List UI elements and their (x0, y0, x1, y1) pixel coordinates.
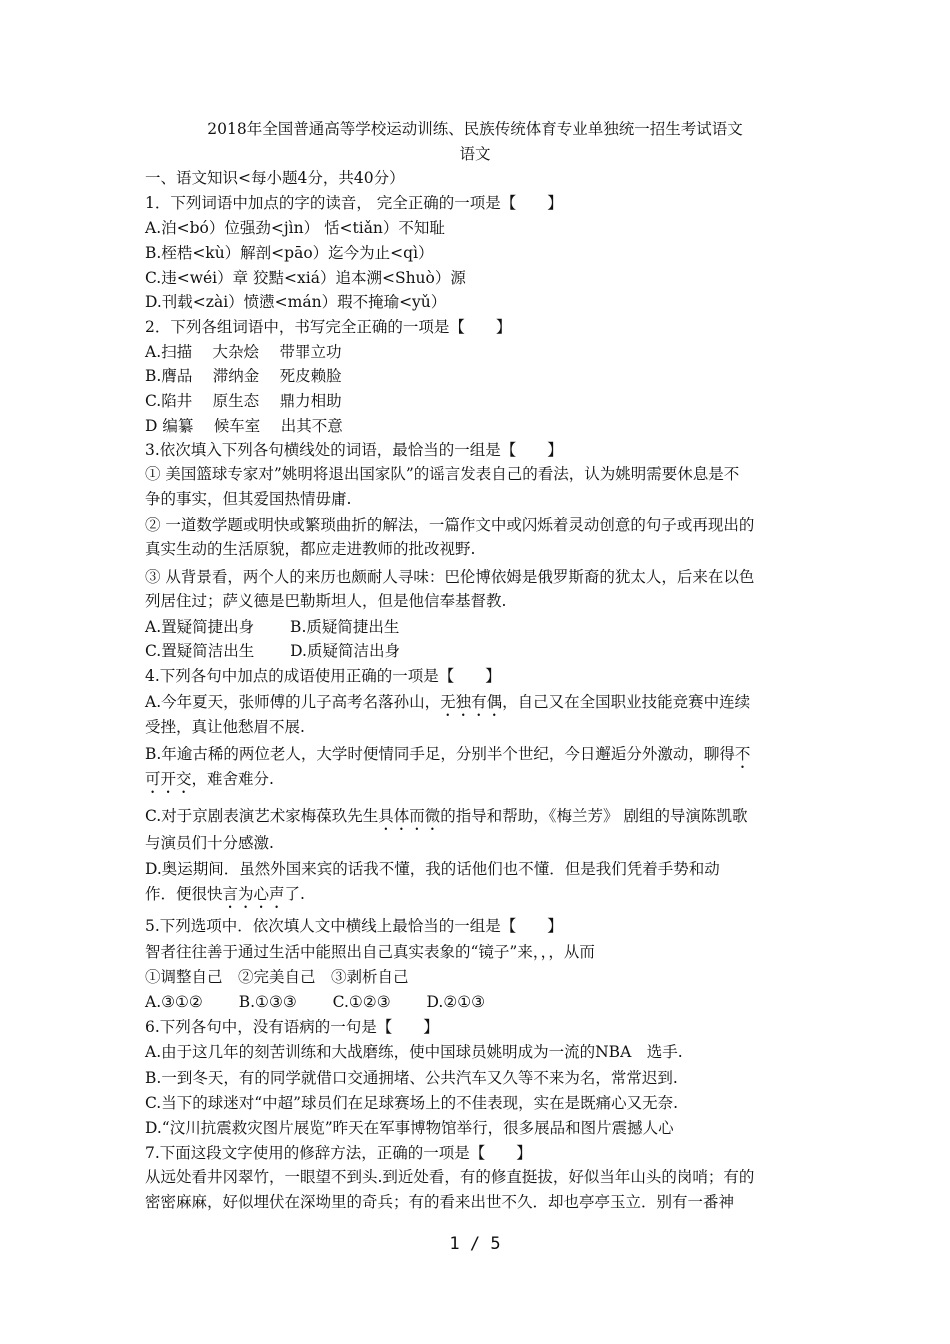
doc-line: ①调整自己 ②完美自己 ③剥析自己 (145, 968, 409, 986)
doc-line: D.刊载<zài）愤懑<mán）瑕不掩瑜<yǔ） (145, 293, 447, 311)
doc-line: ② 一道数学题或明快或繁琐曲折的解法，一篇作文中或闪烁着灵动创意的句子或再现出的 (145, 516, 755, 534)
doc-line: A.由于这几年的刻苦训练和大战磨练，使中国球员姚明成为一流的NBA 选手. (145, 1043, 683, 1061)
doc-line: A.③①② B.①③③ C.①②③ D.②①③ (145, 993, 486, 1011)
doc-line: 与演员们十分感激. (145, 834, 274, 852)
doc-line: 4.下列各句中加点的成语使用正确的一项是【 】 (145, 667, 501, 685)
section-heading: 一、语文知识<每小题4分，共40分） (145, 169, 405, 187)
doc-line: 真实生动的生活原貌，都应走进教师的批改视野. (145, 540, 476, 558)
doc-line: ③ 从背景看，两个人的来历也颇耐人寻味：巴伦博依姆是俄罗斯裔的犹太人，后来在以色 (145, 568, 755, 586)
emphasized-idiom: 言为心声 (222, 885, 285, 903)
doc-line: B.一到冬天，有的同学就借口交通拥堵、公共汽车又久等不来为名，常常迟到. (145, 1069, 678, 1087)
doc-line: 智者往往善于通过生活中能照出自己真实表象的“镜子”来，，，从而 (145, 943, 595, 961)
doc-line: A.泊<bó）位强劲<jìn） 恬<tiǎn）不知耻 (145, 219, 445, 237)
doc-line: 列居住过；萨义德是巴勒斯坦人，但是他信奉基督教. (145, 592, 507, 610)
doc-line: C.当下的球迷对“中超”球员们在足球赛场上的不佳表现，实在是既痛心又无奈. (145, 1094, 679, 1112)
doc-line: B.年逾古稀的两位老人，大学时便情同手足，分别半个世纪，今日邂逅分外激动，聊得不 (145, 745, 751, 763)
doc-line: C.置疑简洁出生 D.质疑简洁出身 (145, 642, 400, 660)
doc-line: 争的事实，但其爱国热情毋庸. (145, 490, 352, 508)
doc-line: C.违<wéi）章 狡黠<xiá）追本溯<Shuò）源 (145, 269, 466, 287)
doc-line: A.置疑简捷出身 B.质疑简捷出生 (145, 618, 400, 636)
document-title: 2018年全国普通高等学校运动训练、民族传统体育专业单独统一招生考试语文 (207, 120, 743, 138)
doc-line: 5.下列选项中．依次填人文中横线上最恰当的一组是【 】 (145, 917, 563, 935)
doc-line: 作．便很快言为心声了. (145, 885, 305, 903)
doc-line: 6.下列各句中，没有语病的一句是【 】 (145, 1018, 439, 1036)
emphasized-idiom: 无独有偶 (440, 693, 503, 711)
doc-line: 可开交，难舍难分. (145, 770, 274, 788)
doc-line: B.桎梏<kù）解剖<pāo）迄今为止<qì） (145, 244, 434, 262)
doc-line: 从远处看井冈翠竹，一眼望不到头.到近处看，有的修直挺拔，好似当年山头的岗哨；有的 (145, 1168, 755, 1186)
doc-line: 1．下列词语中加点的字的读音， 完全正确的一项是【 】 (145, 194, 563, 212)
doc-line: D 编纂 候车室 出其不意 (145, 417, 343, 435)
doc-line: 受挫，真让他愁眉不展. (145, 718, 305, 736)
emphasized-idiom: 具体而微 (378, 807, 441, 825)
document-subject: 语文 (459, 145, 491, 163)
doc-line: ① 美国篮球专家对”姚明将退出国家队”的谣言发表自己的看法，认为姚明需要休息是不 (145, 465, 740, 483)
page-number: 1 / 5 (449, 1234, 501, 1254)
doc-line: A.今年夏天，张师傅的儿子高考名落孙山，无独有偶，自己又在全国职业技能竞赛中连续 (145, 693, 751, 711)
doc-line: C.对于京剧表演艺术家梅葆玖先生具体而微的指导和帮助，《梅兰芳》 剧组的导演陈凯歌 (145, 807, 748, 825)
doc-line: D.“汶川抗震救灾图片展览”昨天在军事博物馆举行，很多展品和图片震撼人心 (145, 1119, 674, 1137)
doc-line: 7.下面这段文字使用的修辞方法，正确的一项是【 】 (145, 1144, 532, 1162)
doc-line: A.扫描 大杂烩 带罪立功 (145, 343, 342, 361)
doc-line: D.奥运期间．虽然外国来宾的话我不懂，我的话他们也不懂．但是我们凭着手势和动 (145, 860, 720, 878)
doc-line: B.膺品 滞纳金 死皮赖脸 (145, 367, 342, 385)
doc-line: 2．下列各组词语中，书写完全正确的一项是【 】 (145, 318, 512, 336)
doc-line: C.陷井 原生态 鼎力相助 (145, 392, 342, 410)
emphasized-idiom: 可开交 (145, 770, 192, 788)
doc-line: 密密麻麻，好似埋伏在深坳里的奇兵；有的看来出世不久．却也亭亭玉立．别有一番神 (145, 1193, 735, 1211)
doc-line: 3.依次填入下列各句横线处的词语，最恰当的一组是【 】 (145, 441, 563, 459)
emphasized-idiom: 不 (734, 745, 751, 763)
